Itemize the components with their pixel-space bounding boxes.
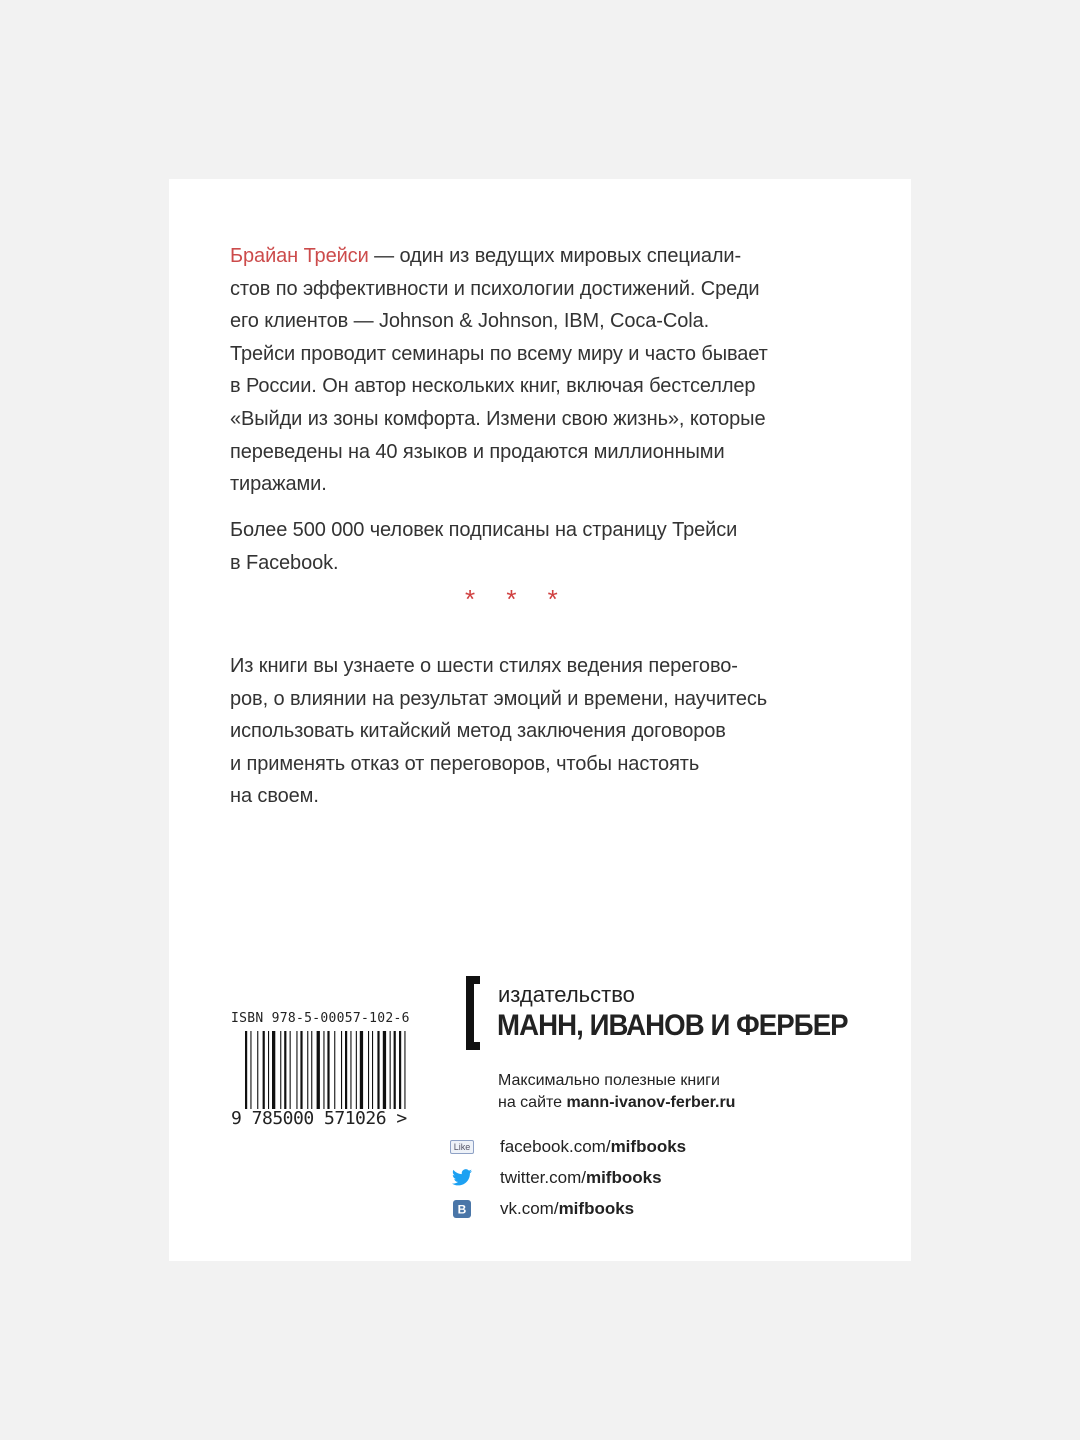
author-bio <box>230 240 840 501</box>
bio-line: его клиентов — Johnson & Johnson, IBM, Coca-Cola. <box>230 310 710 333</box>
twitter-bird-icon <box>442 1169 482 1186</box>
publisher-subtitle: издательство <box>498 982 635 1007</box>
facebook-fans-paragraph <box>230 514 840 579</box>
summary-line: и применять отказ от переговоров, чтобы настоять <box>230 752 700 775</box>
asterisk-divider: * * * <box>465 584 570 614</box>
publisher-bracket-icon <box>466 976 480 1050</box>
isbn-label: ISBN 978-5-00057-102-6 <box>231 1011 410 1026</box>
summary-line: на своем. <box>230 785 319 808</box>
fans-line: Более 500 000 человек подписаны на страницу Трейси <box>230 519 738 541</box>
bio-line: переведены на 40 языков и продаются миллионными <box>230 440 725 463</box>
barcode-digits: 9 785000 571026 > <box>231 1108 407 1129</box>
fans-line: в Facebook. <box>230 551 339 574</box>
svg-text:B: B <box>457 1202 467 1216</box>
author-name: Брайан Трейси <box>230 245 369 267</box>
summary-line: ров, о влиянии на результат эмоций и времени, научитесь <box>230 687 768 710</box>
summary-line: Из книги вы узнаете о шести стилях ведения перегово- <box>230 655 738 677</box>
book-back-cover <box>169 179 911 1261</box>
social-vk[interactable]: B vk.com/ mifbooks <box>442 1193 686 1224</box>
bio-line: тиражами. <box>230 473 327 496</box>
summary-line: использовать китайский метод заключения договоров <box>230 720 726 743</box>
publisher-site-link[interactable]: mann-ivanov-ferber.ru <box>566 1094 736 1111</box>
bio-line: «Выйди из зоны комфорта. Измени свою жизнь», которые <box>230 407 766 430</box>
bio-line: стов по эффективности и психологии достижений. Среди <box>230 277 760 300</box>
barcode-icon <box>245 1031 409 1109</box>
bio-line: Трейси проводит семинары по всему миру и часто бывает <box>230 342 768 365</box>
social-links <box>442 1131 686 1224</box>
publisher-name: МАНН, ИВАНОВ И ФЕРБЕР <box>497 1009 848 1042</box>
bio-line-1: Брайан Трейси — один из ведущих мировых специали- <box>230 245 742 267</box>
facebook-like-icon: Like <box>442 1140 482 1154</box>
social-twitter[interactable]: twitter.com/ mifbooks <box>442 1162 686 1193</box>
book-summary <box>230 650 840 813</box>
vk-icon <box>442 1200 482 1218</box>
bio-line: в России. Он автор нескольких книг, включая бестселлер <box>230 375 756 398</box>
social-facebook[interactable]: Like facebook.com/ mifbooks <box>442 1131 686 1162</box>
publisher-tagline: Максимально полезные книги на сайте mann-ivanov-ferber.ru <box>498 1072 736 1111</box>
